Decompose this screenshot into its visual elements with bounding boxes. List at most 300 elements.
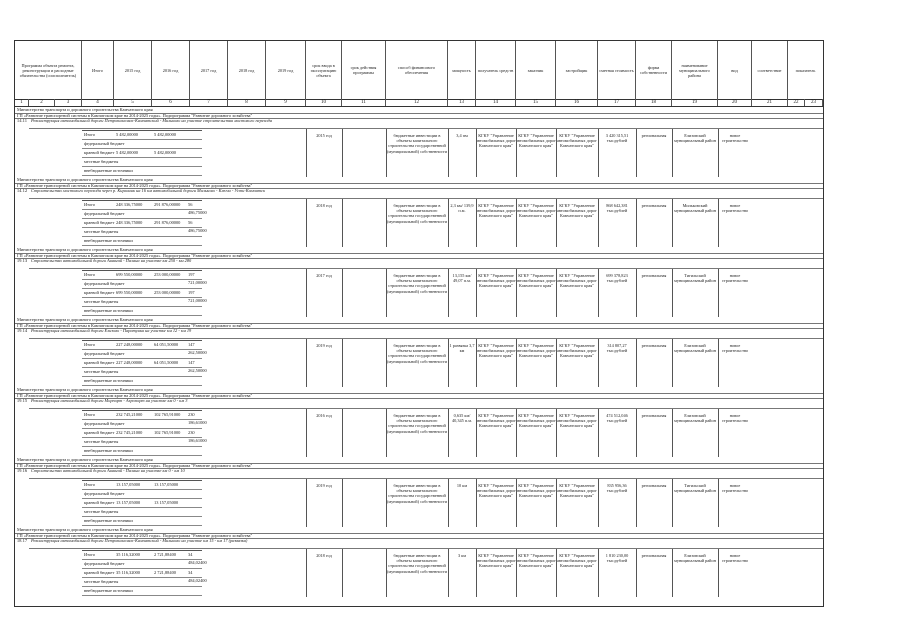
column-rule [672,479,673,527]
finance-row [82,420,202,429]
column-rule [556,269,557,317]
finance-total: 227 248,00000 [116,342,143,347]
recipient: КГКУ "Управление автомобильных дорог Камчатского края" [476,483,516,499]
commission-year: 2016 год [316,413,332,418]
header-col-program: Программа объекта ремонта, реконструкции и расходные обязательства (соисполнитель) [15,41,82,99]
ownership-level: региональная [641,413,667,418]
column-rule [476,409,477,457]
estimated-cost: 474 512,046 тыс.рублей [606,413,628,424]
finance-2016: 230 186,61000 [188,412,207,425]
finance-2016: 147 262,50000 [188,360,207,373]
finance-2016: 197 721,00000 [188,290,207,303]
finance-label: местные бюджеты [84,159,119,164]
ownership-level: региональная [641,203,667,208]
district: Тигильский муниципальный район [674,273,716,284]
finance-label: местные бюджеты [84,229,119,234]
header-col-developer: застройщик [556,41,598,99]
customer: КГКУ "Управление автомобильных дорог Камчатского края" [516,203,556,219]
item-number: 19.16 [16,468,28,473]
column-number: 12 [386,99,448,106]
column-number-row [15,99,823,107]
developer: КГКУ "Управление автомобильных дорог Камчатского края" [557,343,597,359]
ownership-level: региональная [641,273,667,278]
customer: КГКУ "Управление автомобильных дорог Камчатского края" [516,483,556,499]
finance-2015: 13 157,05000 [154,500,179,505]
recipient: КГКУ "Управление автомобильных дорог Камчатского края" [476,343,516,359]
recipient: КГКУ "Управление автомобильных дорог Камчатского края" [476,133,516,149]
table-header [15,41,823,100]
developer: КГКУ "Управление автомобильных дорог Камчатского края" [557,413,597,429]
ministry-line: Министерство транспорта и дорожного строительства Камчатского края [15,387,823,394]
column-rule [342,409,343,457]
finance-row [82,280,202,289]
finance-2015: 5 482,00000 [154,132,176,137]
header-col-indicator: показатель [795,67,816,73]
finance-method: бюджетные инвестиции в объекты капитального строительства государственной (муниципальной) собственности [387,133,447,154]
column-rule [342,479,343,527]
column-rule [448,339,449,387]
finance-breakdown [82,270,207,316]
project-section [15,247,823,317]
column-number: 17 [598,99,636,106]
capacity: 2,3 км/ 139,9 п.м. [450,203,474,214]
recipient: КГКУ "Управление автомобильных дорог Камчатского края" [476,553,516,569]
finance-2016: 197 721,00000 [188,272,207,285]
finance-label: Итого [84,272,96,277]
work-kind: новое строительство [721,273,749,284]
finance-label: федеральный бюджет [84,491,125,496]
column-rule [718,199,719,247]
header-col-district: наименование муниципального района [672,41,718,99]
finance-2015: 253 000,00000 [154,272,181,277]
capacity: 3,4 пм [456,133,468,138]
developer: КГКУ "Управление автомобильных дорог Камчатского края" [557,483,597,499]
program-line: ГП «Развитие транспортной системы в Камчатском крае на 2014-2025 годы». Подпрограмма "Развитие дорожного хозяйства" [15,323,823,330]
finance-row [82,508,202,517]
column-rule [448,199,449,247]
recipient: КГКУ "Управление автомобильных дорог Камчатского края" [476,413,516,429]
finance-2016: 56 486,75000 [188,202,207,215]
finance-row [82,587,202,596]
finance-label: краевой бюджет [84,360,115,365]
finance-row [82,158,202,167]
column-rule [306,409,307,457]
item-number: 18.17 [16,538,28,543]
finance-2015: 253 000,00000 [154,290,181,295]
recipient: КГКУ "Управление автомобильных дорог Камчатского края" [476,203,516,219]
column-rule [516,479,517,527]
column-rule [598,479,599,527]
finance-label: Итого [84,202,96,207]
ownership-level: региональная [641,483,667,488]
column-rule [342,549,343,597]
ownership-level: региональная [641,133,667,138]
column-rule [636,549,637,597]
finance-method: бюджетные инвестиции в объекты капитального строительства государственной (муниципальной) собственности [387,203,447,224]
item-number: 14.12 [16,188,28,193]
finance-row [82,298,202,307]
item-number: 19.15 [16,398,28,403]
finance-label: внебюджетные источники [84,448,133,453]
item-number: 19.13 [16,258,28,263]
finance-label: внебюджетные источники [84,308,133,313]
column-rule [306,199,307,247]
program-line: ГП «Развитие транспортной системы в Камчатском крае на 2014-2025 годы». Подпрограмма "Развитие дорожного хозяйства" [15,183,823,190]
column-rule [476,479,477,527]
finance-label: краевой бюджет [84,290,115,295]
estimated-cost: 1 810 230,00 тыс.рублей [605,553,629,564]
finance-2016: 147 262,50000 [188,342,207,355]
column-rule [476,129,477,177]
header-col-capacity: мощность [448,41,476,99]
project-section [15,527,823,597]
finance-2016: 34 484,02400 [188,552,207,565]
finance-2016: 56 486,75000 [188,220,207,233]
column-rule [516,129,517,177]
column-rule [598,409,599,457]
column-rule [386,409,387,457]
finance-label: краевой бюджет [84,430,115,435]
district: Елизовский муниципальный район [674,343,716,354]
column-rule [306,339,307,387]
finance-total: 5 482,00000 [116,150,138,155]
column-number: 11 [342,99,386,106]
finance-label: Итого [84,132,96,137]
column-rule [598,199,599,247]
object-title: Реконструкция автомобильной дороги Петропавловск-Камчатский - Мильково на участке строительства мостового перехода [29,118,823,129]
header-col-2016: 2016 год [152,41,190,99]
column-number: 8 [228,99,266,106]
finance-2015: 102 765,91000 [154,430,181,435]
object-title: Строительство автомобильной дороги Анавгай - Палана на участке км 250 - км 280 [29,258,823,269]
column-rule [476,549,477,597]
column-rule [516,199,517,247]
column-number: 9 [266,99,306,106]
column-rule [636,269,637,317]
finance-row [82,237,202,246]
finance-method: бюджетные инвестиции в объекты капитального строительства государственной (муниципальной) собственности [387,483,447,504]
finance-total: 13 157,05000 [116,482,141,487]
column-rule [718,129,719,177]
column-number: 2 [29,99,55,106]
finance-label: местные бюджеты [84,369,119,374]
column-rule [342,199,343,247]
finance-row [82,167,202,176]
column-number: 14 [476,99,516,106]
finance-row [82,560,202,569]
column-rule [306,129,307,177]
column-rule [718,269,719,317]
column-number: 15 [516,99,556,106]
document-sheet [14,40,824,607]
commission-year: 2018 год [316,553,332,558]
finance-label: внебюджетные источники [84,168,133,173]
finance-label: краевой бюджет [84,500,115,505]
customer: КГКУ "Управление автомобильных дорог Камчатского края" [516,133,556,149]
finance-label: местные бюджеты [84,299,119,304]
column-rule [672,339,673,387]
header-col-2018: 2018 год [228,41,266,99]
column-rule [476,199,477,247]
header-col-2015: 2015 год [114,41,152,99]
finance-label: краевой бюджет [84,150,115,155]
estimated-cost: 699 378,823 тыс.рублей [606,273,628,284]
district: Тигильский муниципальный район [674,483,716,494]
finance-label: внебюджетные источники [84,518,133,523]
column-rule [672,199,673,247]
finance-method: бюджетные инвестиции в объекты капитального строительства государственной (муниципальной) собственности [387,343,447,364]
column-rule [516,269,517,317]
estimated-cost: 3 420 315,51 тыс.рублей [605,133,629,144]
object-title: Реконструкция автомобильной дороги Морпорт - Аэропорт на участке км 0 - км 3 [29,398,823,409]
finance-method: бюджетные инвестиции в объекты капитального строительства государственной (муниципальной) собственности [387,413,447,434]
column-rule [386,479,387,527]
capacity: 13,155 км/ 49,07 п.м. [452,273,472,284]
commission-year: 2018 год [316,203,332,208]
finance-label: внебюджетные источники [84,588,133,593]
column-number: 1 [15,99,29,106]
column-number: 4 [82,99,114,106]
customer: КГКУ "Управление автомобильных дорог Камчатского края" [516,343,556,359]
column-rule [448,409,449,457]
capacity: 10 км [456,483,468,488]
finance-label: Итого [84,412,96,417]
column-rule [636,339,637,387]
finance-total: 35 116,32000 [116,570,140,575]
developer: КГКУ "Управление автомобильных дорог Камчатского края" [557,273,597,289]
finance-row [82,350,202,359]
ownership-level: региональная [641,553,667,558]
finance-label: федеральный бюджет [84,421,125,426]
column-rule [448,549,449,597]
developer: КГКУ "Управление автомобильных дорог Камчатского края" [557,553,597,569]
column-rule [448,479,449,527]
finance-label: внебюджетные источники [84,378,133,383]
finance-label: Итого [84,552,96,557]
header-col-2017: 2017 год [190,41,228,99]
finance-row [82,517,202,526]
finance-row [82,438,202,447]
column-rule [636,409,637,457]
column-rule [306,269,307,317]
column-rule [636,199,637,247]
column-rule [386,199,387,247]
header-col-ownership: форма собственности [636,41,672,99]
finance-label: местные бюджеты [84,439,119,444]
developer: КГКУ "Управление автомобильных дорог Камчатского края" [557,133,597,149]
header-col-term: срок действия программы [342,41,386,99]
header-col-kind: вид [718,41,752,99]
finance-2015: 2 721,88400 [154,570,176,575]
column-rule [306,479,307,527]
column-rule [672,409,673,457]
customer: КГКУ "Управление автомобильных дорог Камчатского края" [516,413,556,429]
commission-year: 2019 год [316,483,332,488]
developer: КГКУ "Управление автомобильных дорог Камчатского края" [557,203,597,219]
finance-row [82,499,202,508]
work-kind: новое строительство [721,343,749,354]
finance-total: 232 745,21000 [116,412,143,417]
finance-row [82,307,202,316]
ministry-line: Министерство транспорта и дорожного строительства Камчатского края [15,527,823,534]
header-col-2019: 2019 год [266,41,306,99]
ministry-line: Министерство транспорта и дорожного строительства Камчатского края [15,177,823,184]
finance-method: бюджетные инвестиции в объекты капитального строительства государственной (муниципальной) собственности [387,273,447,294]
program-line: ГП «Развитие транспортной системы в Камчатском крае на 2014-2025 годы». Подпрограмма "Развитие дорожного хозяйства" [15,463,823,470]
finance-2015: 64 051,50000 [154,342,179,347]
finance-label: федеральный бюджет [84,211,125,216]
finance-2015: 13 157,05000 [154,482,179,487]
finance-total: 699 550,00000 [116,272,143,277]
finance-total: 35 116,32000 [116,552,140,557]
customer: КГКУ "Управление автомобильных дорог Камчатского края" [516,273,556,289]
finance-breakdown [82,130,202,176]
finance-label: Итого [84,482,96,487]
column-rule [672,549,673,597]
commission-year: 2015 год [316,133,332,138]
column-rule [476,269,477,317]
finance-label: федеральный бюджет [84,351,125,356]
column-rule [386,549,387,597]
column-rule [598,129,599,177]
column-rule [718,339,719,387]
column-rule [386,129,387,177]
column-rule [598,269,599,317]
header-col-customer: заказчик [516,41,556,99]
finance-label: федеральный бюджет [84,561,125,566]
estimated-cost: 314 807,27 тыс.рублей [606,343,628,354]
column-number: 5 [114,99,152,106]
finance-row [82,210,202,219]
program-line: ГП «Развитие транспортной системы в Камчатском крае на 2014-2025 годы». Подпрограмма "Развитие дорожного хозяйства" [15,393,823,400]
finance-row [82,578,202,587]
column-rule [718,549,719,597]
column-rule [516,339,517,387]
recipient: КГКУ "Управление автомобильных дорог Камчатского края" [476,273,516,289]
project-section [15,177,823,247]
work-kind: новое строительство [721,203,749,214]
capacity: 0,635 км/ 40,345 п.м. [451,413,473,424]
commission-year: 2017 год [316,273,332,278]
column-rule [556,199,557,247]
column-number: 16 [556,99,598,106]
column-rule [718,479,719,527]
capacity: 3 км [457,553,467,558]
finance-total: 227 248,00000 [116,360,143,365]
finance-row [82,368,202,377]
column-number: 22 [788,99,805,106]
work-kind: новое строительство [721,553,749,564]
finance-breakdown [82,480,202,526]
column-number: 6 [152,99,190,106]
finance-row [82,228,202,237]
finance-row [82,447,202,456]
finance-label: краевой бюджет [84,570,115,575]
finance-row [82,149,202,158]
column-number: 19 [672,99,718,106]
finance-2016: 230 186,61000 [188,430,207,443]
column-number: 13 [448,99,476,106]
column-rule [448,269,449,317]
ministry-line: Министерство транспорта и дорожного строительства Камчатского края [15,457,823,464]
column-rule [476,339,477,387]
column-rule [556,339,557,387]
finance-label: местные бюджеты [84,579,119,584]
project-section [15,317,823,387]
commission-year: 2019 год [316,343,332,348]
column-rule [516,549,517,597]
program-line: ГП «Развитие транспортной системы в Камчатском крае на 2014-2025 годы». Подпрограмма "Развитие дорожного хозяйства" [15,533,823,540]
object-title: Реконструкция автомобильной дороги Елизово - Паратунка на участке км 12 - км 19 [29,328,823,339]
project-section [15,107,823,177]
finance-total: 13 157,05000 [116,500,141,505]
header-col-commission: срок ввода в эксплуатацию объекта [306,41,342,99]
work-kind: новое строительство [721,413,749,424]
finance-2015: 102 765,91000 [154,412,181,417]
column-rule [516,409,517,457]
column-rule [556,409,557,457]
finance-breakdown [82,410,207,456]
finance-row [82,481,202,490]
column-rule [386,269,387,317]
header-col-finance: способ финансового обеспечения [386,41,448,99]
project-section [15,457,823,527]
ministry-line: Министерство транспорта и дорожного строительства Камчатского края [15,317,823,324]
column-rule [342,269,343,317]
ministry-line: Министерство транспорта и дорожного строительства Камчатского края [15,247,823,254]
item-number: 14.11 [16,118,28,123]
capacity: 1 развязка 3,7 км [449,343,475,354]
finance-label: местные бюджеты [84,509,119,514]
column-rule [448,129,449,177]
finance-total: 232 745,21000 [116,430,143,435]
finance-row [82,490,202,499]
estimated-cost: 835 956,36 тыс.рублей [606,483,628,494]
finance-label: федеральный бюджет [84,141,125,146]
finance-2015: 291 876,00000 [154,220,181,225]
object-title: Строительство мостового перехода через р. Кирганик на 16 км автомобильной дороги Мильково - Ключи - Усть-Камчатск [29,188,823,199]
work-kind: новое строительство [721,133,749,144]
header-col-total: Итого [82,41,114,99]
project-section [15,387,823,457]
column-rule [636,479,637,527]
column-rule [556,549,557,597]
finance-total: 248 336,75000 [116,202,143,207]
column-rule [672,129,673,177]
column-rule [718,409,719,457]
column-rule [636,129,637,177]
column-rule [556,129,557,177]
finance-breakdown [82,200,207,246]
finance-total: 699 550,00000 [116,290,143,295]
column-rule [556,479,557,527]
finance-breakdown [82,550,207,596]
district: Елизовский муниципальный район [674,413,716,424]
district: Елизовский муниципальный район [674,133,716,144]
column-number: 3 [55,99,82,106]
column-number: 18 [636,99,672,106]
column-number: 7 [190,99,228,106]
program-line: ГП «Развитие транспортной системы в Камчатском крае на 2014-2025 годы». Подпрограмма "Развитие дорожного хозяйства" [15,253,823,260]
object-title: Строительство автомобильной дороги Анавгай - Палана на участке км 0 - км 10 [29,468,823,479]
header-col-recipient: получатель средств [476,41,516,99]
column-number: 10 [306,99,342,106]
work-kind: новое строительство [721,483,749,494]
finance-2015: 5 482,00000 [154,150,176,155]
finance-label: федеральный бюджет [84,281,125,286]
finance-2015: 2 721,88400 [154,552,176,557]
header-col-match: соответствие [752,41,788,99]
